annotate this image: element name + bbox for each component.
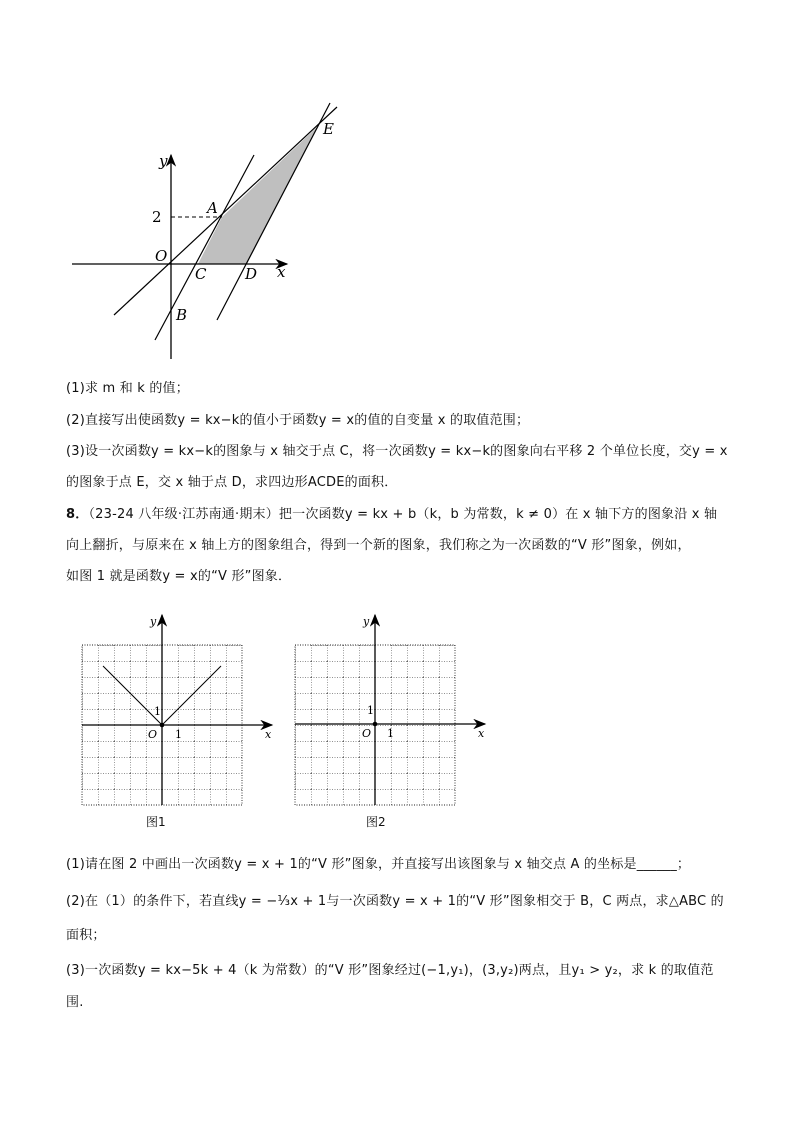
q8-part2-line2: 面积；: [66, 928, 106, 943]
shaded-quadrilateral: [198, 126, 318, 264]
fig2-caption: 图2: [366, 815, 386, 829]
fig2-label-1x: 1: [387, 727, 394, 740]
q8-part3-line1: (3)一次函数y = kx−5k + 4（k 为常数）的“V 形”图象经过(−1,y₁)，(3,y₂)两点，且y₁ > y₂，求 k 的取值范: [66, 963, 714, 978]
fig1-label-O: O: [148, 728, 158, 741]
label-E: E: [323, 120, 334, 138]
fig1-caption: 图1: [146, 815, 166, 829]
fig1-label-x: x: [265, 728, 272, 741]
label-B: B: [176, 306, 188, 324]
q7-part3-line2: 的图象于点 E，交 x 轴于点 D，求四边形ACDE的面积．: [66, 475, 398, 490]
fig2-label-x: x: [478, 727, 485, 740]
q7-part3-line1: (3)设一次函数y = kx−k的图象与 x 轴交于点 C，将一次函数y = kx−k的图象向右平移 2 个单位长度，交y = x: [66, 444, 728, 459]
q8-stem-line1: 8．（23-24 八年级·江苏南通·期末）把一次函数y = kx + b（k，b 为常数，k ≠ 0）在 x 轴下方的图象沿 x 轴: [66, 507, 718, 522]
q8-number: 8．: [66, 507, 89, 522]
q8-part1: (1)请在图 2 中画出一次函数y = x + 1的“V 形”图象，并直接写出该图象与 x 轴交点 A 的坐标是______；: [66, 857, 691, 872]
q8-stem-line3: 如图 1 就是函数y = x的“V 形”图象．: [66, 569, 292, 584]
label-y: y: [159, 152, 168, 170]
label-O: O: [155, 247, 168, 265]
fig2-label-O: O: [362, 727, 372, 740]
q8-part2-line1: (2)在（1）的条件下，若直线y = −⅓x + 1与一次函数y = x + 1的“V 形”图象相交于 B，C 两点，求△ABC 的: [66, 894, 724, 909]
label-x: x: [277, 263, 286, 281]
figure-1-grid: [70, 605, 285, 810]
q8-stem-line2: 向上翻折，与原来在 x 轴上方的图象组合，得到一个新的图象，我们称之为一次函数的“V 形”图象，例如，: [66, 538, 691, 553]
figure-2-grid: [285, 605, 500, 810]
fig2-label-y: y: [363, 615, 370, 628]
label-C: C: [195, 265, 207, 283]
q8-part3-line2: 围.: [66, 995, 84, 1010]
fig1-label-1y: 1: [154, 705, 161, 718]
fig1-label-y: y: [150, 615, 157, 628]
fig1-label-1x: 1: [175, 728, 182, 741]
fig2-label-1y: 1: [367, 704, 374, 717]
figure-quadrilateral-acde: [0, 0, 400, 370]
q7-part2: (2)直接写出使函数y = kx−k的值小于函数y = x的值的自变量 x 的取值范围；: [66, 413, 530, 428]
line-y-equals-x: [114, 107, 337, 315]
label-two: 2: [152, 208, 162, 226]
label-D: D: [245, 265, 258, 283]
q7-part1: (1)求 m 和 k 的值；: [66, 381, 189, 396]
label-A: A: [207, 199, 218, 217]
